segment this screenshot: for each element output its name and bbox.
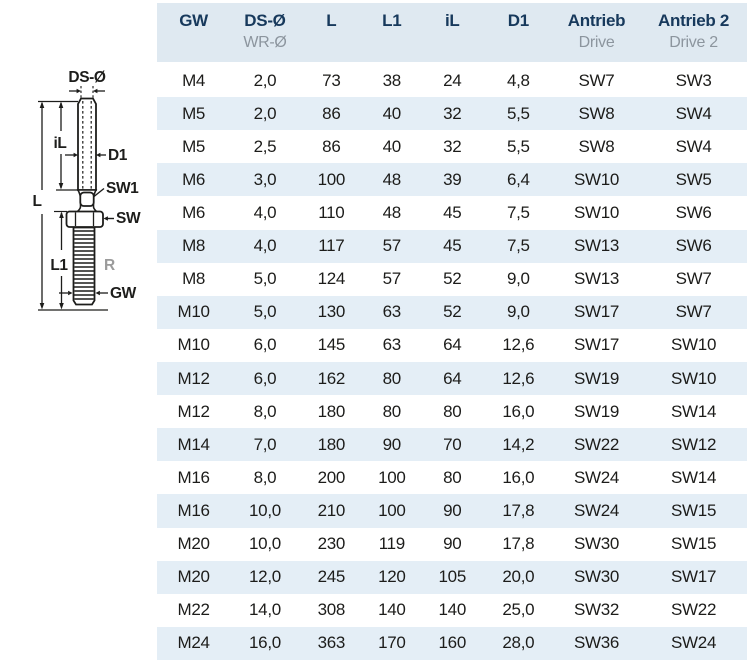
wrench-flat-sw1 — [80, 193, 93, 207]
table-cell: 38 — [382, 70, 401, 90]
table-cell: M16 — [177, 467, 210, 487]
table-cell: 2,0 — [253, 103, 277, 123]
table-cell: 245 — [317, 567, 346, 587]
table-cell: M10 — [177, 335, 210, 355]
table-cell: 40 — [382, 136, 401, 156]
table-cell: SW4 — [675, 136, 712, 156]
diagram-label-r: R — [104, 257, 115, 274]
table-row — [157, 196, 747, 229]
diagram-label-gw: GW — [110, 285, 136, 302]
column-header-l1 — [363, 3, 421, 62]
table-cell: 120 — [378, 567, 406, 587]
table-cell: 63 — [382, 335, 401, 355]
table-row — [157, 494, 747, 527]
table-cell: SW22 — [573, 434, 620, 454]
table-body — [157, 64, 747, 660]
table-cell: 45 — [443, 236, 462, 256]
table-cell: 4,0 — [253, 236, 277, 256]
table-cell: SW4 — [675, 103, 712, 123]
column-header-sublabel: WR-Ø — [243, 34, 287, 51]
table-cell: 210 — [317, 500, 346, 520]
table-cell: 90 — [443, 500, 462, 520]
diagram-label-sw1: SW1 — [106, 180, 139, 197]
table-cell: M8 — [182, 269, 206, 289]
table-cell: SW14 — [671, 467, 717, 487]
table-cell: 73 — [322, 70, 341, 90]
table-row — [157, 594, 747, 627]
table-cell: SW8 — [578, 103, 615, 123]
table-cell: 25,0 — [502, 600, 535, 620]
table-cell: 40 — [382, 103, 401, 123]
table-cell: 9,0 — [506, 269, 530, 289]
diagram-label-il: iL — [53, 135, 67, 152]
table-cell: SW24 — [573, 467, 620, 487]
column-header-label: GW — [179, 11, 208, 30]
table-cell: SW13 — [573, 269, 620, 289]
table-cell: M5 — [182, 136, 206, 156]
table-cell: 100 — [378, 500, 406, 520]
column-header-sublabel: Drive — [578, 34, 615, 51]
table-cell: M6 — [182, 202, 206, 222]
column-header-label: DS-Ø — [244, 11, 286, 30]
table-cell: 12,0 — [249, 567, 281, 587]
table-cell: M14 — [177, 434, 210, 454]
table-cell: SW17 — [671, 567, 717, 587]
terminal-tube — [78, 99, 96, 191]
table-cell: SW10 — [573, 169, 620, 189]
table-cell: SW3 — [675, 70, 712, 90]
table-row — [157, 428, 747, 461]
table-row — [157, 395, 747, 428]
table-cell: 308 — [317, 600, 346, 620]
table-cell: SW6 — [675, 236, 712, 256]
table-cell: 7,0 — [253, 434, 277, 454]
table-cell: 140 — [378, 600, 406, 620]
table-cell: 140 — [438, 600, 466, 620]
table-cell: 90 — [382, 434, 401, 454]
table-cell: 4,0 — [253, 202, 277, 222]
table-row — [157, 130, 747, 163]
table-cell: 17,8 — [502, 500, 535, 520]
table-row — [157, 230, 747, 263]
table-cell: 64 — [443, 335, 462, 355]
product-diagram — [0, 55, 157, 327]
table-cell: 130 — [317, 302, 346, 322]
table-cell: SW17 — [573, 335, 620, 355]
table-cell: SW10 — [671, 335, 717, 355]
column-header-label: iL — [445, 11, 460, 30]
table-cell: M5 — [182, 103, 206, 123]
table-cell: 10,0 — [249, 534, 281, 554]
table-cell: SW10 — [671, 368, 717, 388]
table-cell: 52 — [443, 269, 462, 289]
table-row — [157, 64, 747, 97]
table-cell: SW22 — [671, 600, 717, 620]
column-header-gw — [157, 3, 230, 62]
table-cell: 5,5 — [506, 103, 530, 123]
table-cell: 28,0 — [502, 633, 535, 653]
column-header-label: L1 — [382, 11, 402, 30]
table-cell: SW24 — [573, 500, 620, 520]
table-header-row — [157, 3, 747, 62]
table-cell: 110 — [318, 202, 345, 222]
table-row — [157, 627, 747, 660]
column-header-label: D1 — [507, 11, 529, 30]
diagram-label-l1: L1 — [50, 257, 68, 274]
spec-table — [157, 3, 747, 660]
table-cell: 124 — [317, 269, 346, 289]
table-cell: 12,6 — [502, 335, 535, 355]
table-cell: 5,0 — [253, 269, 277, 289]
table-cell: M12 — [177, 368, 210, 388]
table-cell: 8,0 — [253, 401, 277, 421]
table-cell: 2,0 — [253, 70, 277, 90]
table-row — [157, 461, 747, 494]
table-cell: 8,0 — [253, 467, 277, 487]
table-cell: 6,0 — [253, 335, 277, 355]
table-cell: 119 — [378, 534, 405, 554]
table-cell: 16,0 — [249, 633, 281, 653]
table-cell: SW30 — [573, 567, 620, 587]
table-cell: 80 — [382, 401, 401, 421]
table-cell: SW10 — [573, 202, 620, 222]
table-cell: 180 — [317, 401, 346, 421]
table-cell: SW15 — [671, 500, 717, 520]
table-cell: 17,8 — [502, 534, 535, 554]
table-cell: SW30 — [573, 534, 620, 554]
table-row — [157, 362, 747, 395]
table-row — [157, 97, 747, 130]
table-cell: SW8 — [578, 136, 615, 156]
table-cell: 57 — [382, 236, 401, 256]
table-cell: 14,2 — [502, 434, 535, 454]
column-header-antrieb — [553, 3, 640, 62]
table-cell: 180 — [317, 434, 346, 454]
table-cell: 160 — [438, 633, 466, 653]
diagram-label-ds: DS-Ø — [68, 69, 106, 86]
table-cell: SW13 — [573, 236, 620, 256]
table-cell: M10 — [177, 302, 210, 322]
table-row — [157, 528, 747, 561]
column-header-sublabel: Drive 2 — [669, 34, 718, 51]
table-cell: SW19 — [573, 401, 620, 421]
table-cell: 90 — [443, 534, 462, 554]
table-cell: 10,0 — [249, 500, 281, 520]
table-cell: 9,0 — [506, 302, 530, 322]
table-cell: 16,0 — [502, 401, 535, 421]
table-cell: SW7 — [675, 302, 712, 322]
table-cell: 100 — [378, 467, 406, 487]
table-cell: SW7 — [578, 70, 615, 90]
table-cell: SW36 — [573, 633, 620, 653]
table-cell: M8 — [182, 236, 206, 256]
diagram-label-sw: SW — [116, 210, 141, 227]
table-cell: 20,0 — [502, 567, 535, 587]
table-cell: 52 — [443, 302, 462, 322]
table-cell: 145 — [317, 335, 346, 355]
table-cell: 170 — [378, 633, 406, 653]
table-cell: M6 — [182, 169, 206, 189]
table-cell: SW24 — [671, 633, 717, 653]
table-cell: 6,0 — [253, 368, 277, 388]
table-cell: 86 — [322, 136, 341, 156]
table-cell: 363 — [317, 633, 346, 653]
table-cell: 48 — [382, 202, 401, 222]
table-cell: 39 — [443, 169, 462, 189]
table-cell: 48 — [382, 169, 401, 189]
column-header-label: L — [326, 11, 337, 30]
table-cell: 80 — [443, 467, 462, 487]
table-cell: 14,0 — [249, 600, 281, 620]
table-cell: 86 — [322, 103, 341, 123]
table-cell: SW6 — [675, 202, 712, 222]
table-row — [157, 329, 747, 362]
column-header-label: Antrieb 2 — [658, 11, 730, 30]
table-cell: M16 — [177, 500, 210, 520]
table-cell: 12,6 — [502, 368, 535, 388]
table-cell: SW15 — [671, 534, 717, 554]
diagram-label-d1: D1 — [108, 147, 128, 164]
table-cell: M12 — [177, 401, 210, 421]
table-cell: SW17 — [573, 302, 620, 322]
table-cell: 64 — [443, 368, 462, 388]
table-cell: 24 — [443, 70, 462, 90]
table-cell: 5,5 — [506, 136, 530, 156]
table-cell: 200 — [317, 467, 346, 487]
table-cell: SW14 — [671, 401, 717, 421]
table-cell: SW32 — [573, 600, 620, 620]
table-cell: M4 — [182, 70, 206, 90]
table-cell: 57 — [382, 269, 401, 289]
table-cell: 80 — [382, 368, 401, 388]
table-cell: 105 — [438, 567, 466, 587]
column-header-d1 — [484, 3, 553, 62]
table-cell: M20 — [177, 534, 210, 554]
table-row — [157, 561, 747, 594]
table-cell: 2,5 — [253, 136, 277, 156]
table-cell: M22 — [177, 600, 210, 620]
table-cell: 32 — [443, 103, 462, 123]
table-cell: M24 — [177, 633, 210, 653]
column-header-ds — [230, 3, 300, 62]
table-cell: 7,5 — [506, 236, 530, 256]
table-cell: SW5 — [675, 169, 712, 189]
table-cell: SW19 — [573, 368, 620, 388]
table-cell: 230 — [317, 534, 346, 554]
table-row — [157, 296, 747, 329]
table-cell: 4,8 — [506, 70, 530, 90]
table-row — [157, 163, 747, 196]
table-cell: 16,0 — [502, 467, 535, 487]
table-cell: 100 — [317, 169, 346, 189]
table-cell: 7,5 — [506, 202, 530, 222]
table-cell: 45 — [443, 202, 462, 222]
table-cell: SW7 — [675, 269, 712, 289]
table-cell: 6,4 — [506, 169, 530, 189]
table-cell: 63 — [382, 302, 401, 322]
hex-nut — [67, 212, 104, 228]
table-cell: SW12 — [671, 434, 717, 454]
table-cell: M20 — [177, 567, 210, 587]
table-cell: 32 — [443, 136, 462, 156]
table-cell: 117 — [318, 236, 345, 256]
table-cell: 80 — [443, 401, 462, 421]
table-cell: 162 — [317, 368, 346, 388]
table-cell: 70 — [443, 434, 462, 454]
table-cell: 3,0 — [253, 169, 277, 189]
table-cell: 5,0 — [253, 302, 277, 322]
column-header-label: Antrieb — [567, 11, 626, 30]
table-row — [157, 263, 747, 296]
column-header-l — [300, 3, 363, 62]
column-header-il — [421, 3, 484, 62]
column-header-antrieb2 — [640, 3, 747, 62]
diagram-label-l: L — [32, 193, 42, 210]
